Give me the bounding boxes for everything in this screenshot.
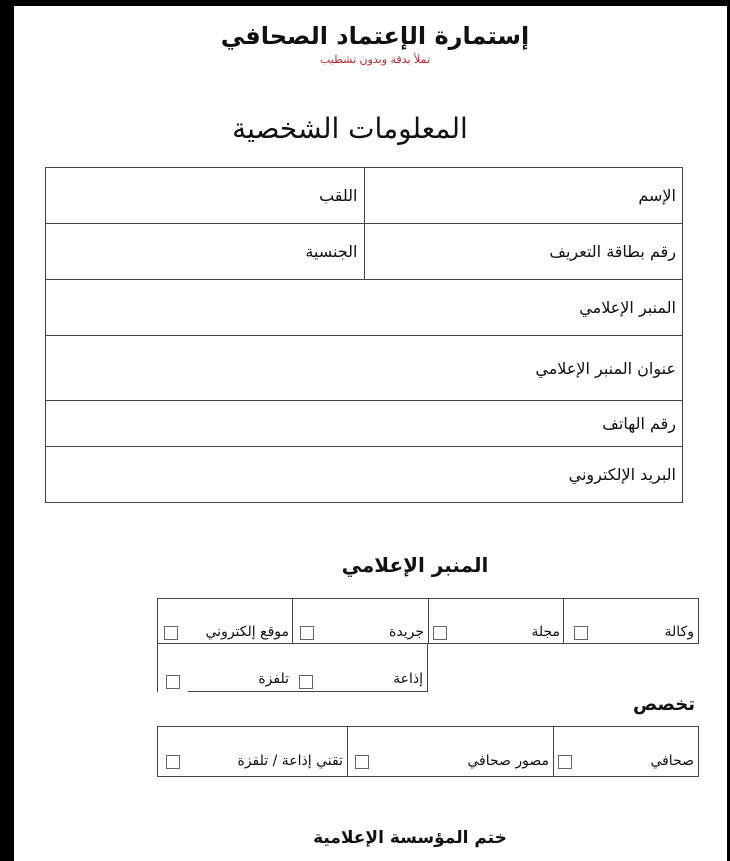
option-newspaper[interactable]: [292, 598, 429, 644]
table-row: [46, 401, 683, 447]
option-photojournalist-label: مصور صحافي: [467, 753, 549, 769]
media-outlet-field[interactable]: [46, 280, 683, 336]
tv-checkbox[interactable]: [166, 675, 180, 689]
table-row: [46, 280, 683, 336]
technician-checkbox[interactable]: [166, 755, 180, 769]
seal-label: ختم المؤسسة الإعلامية: [313, 828, 507, 848]
option-website[interactable]: [157, 598, 293, 644]
option-magazine-label: مجلة: [531, 624, 560, 640]
id-card-label: رقم بطاقة التعريف: [549, 242, 676, 261]
option-newspaper-label: جريدة: [389, 624, 424, 640]
newspaper-checkbox[interactable]: [300, 626, 314, 640]
surname-label: اللقب: [319, 186, 358, 205]
option-agency-label: وكالة: [664, 624, 694, 640]
frame-left-border: [0, 0, 14, 861]
option-agency[interactable]: [563, 598, 699, 644]
photojournalist-checkbox[interactable]: [355, 755, 369, 769]
media-outlet-label: المنبر الإعلامي: [579, 298, 676, 317]
option-radio[interactable]: [292, 643, 428, 692]
surname-field[interactable]: [46, 168, 365, 224]
website-checkbox[interactable]: [164, 626, 178, 640]
specialty-title: تخصص: [632, 694, 695, 715]
form-subtitle: تملأ بدقة وبدون تشطيب: [319, 53, 431, 66]
option-magazine[interactable]: [428, 598, 564, 644]
email-field[interactable]: [46, 447, 683, 503]
agency-checkbox[interactable]: [574, 626, 588, 640]
name-field[interactable]: [364, 168, 683, 224]
option-technician-label: تقني إذاعة / تلفزة: [237, 753, 343, 769]
form-title: إستمارة الإعتماد الصحافي: [220, 22, 530, 50]
media-address-field[interactable]: [46, 336, 683, 401]
option-tv[interactable]: [157, 643, 293, 692]
media-section-title: المنبر الإعلامي: [341, 553, 489, 577]
radio-checkbox[interactable]: [299, 675, 313, 689]
option-journalist[interactable]: [553, 726, 699, 777]
media-address-label: عنوان المنبر الإعلامي: [535, 358, 676, 378]
nationality-field[interactable]: [46, 224, 365, 280]
personal-info-table: [45, 167, 683, 503]
table-row: [46, 224, 683, 280]
phone-label: رقم الهاتف: [602, 414, 676, 433]
option-journalist-label: صحافي: [650, 753, 694, 769]
email-label: البريد الإلكتروني: [568, 465, 676, 484]
table-row: [46, 336, 683, 401]
journalist-checkbox[interactable]: [558, 755, 572, 769]
id-card-field[interactable]: [364, 224, 683, 280]
frame-top-border: [0, 0, 730, 6]
tv-underline: [188, 691, 293, 692]
option-technician[interactable]: [157, 726, 348, 777]
table-row: [46, 447, 683, 503]
table-row: [46, 168, 683, 224]
personal-info-title: المعلومات الشخصية: [232, 112, 468, 145]
magazine-checkbox[interactable]: [433, 626, 447, 640]
option-photojournalist[interactable]: [347, 726, 554, 777]
option-tv-label: تلفزة: [258, 671, 289, 687]
name-label: الإسم: [638, 186, 676, 205]
option-radio-label: إذاعة: [393, 671, 423, 687]
nationality-label: الجنسية: [305, 242, 358, 261]
option-website-label: موقع إلكتروني: [205, 624, 289, 640]
phone-field[interactable]: [46, 401, 683, 447]
